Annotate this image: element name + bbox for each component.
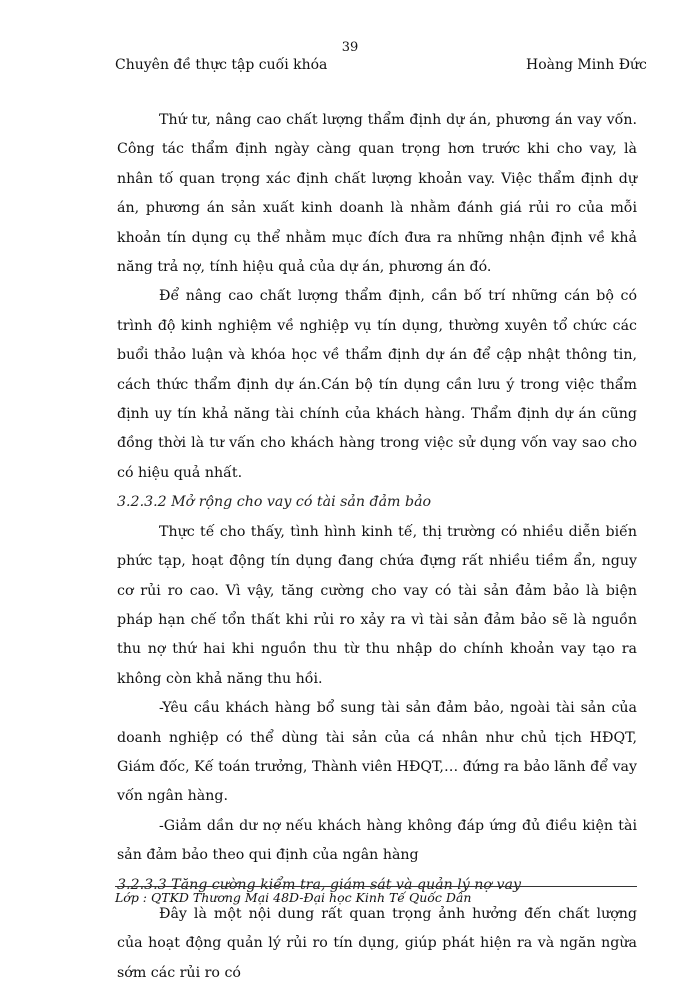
header-author: Hoàng Minh Đức <box>526 57 647 73</box>
paragraph-secured-lending: Thực tế cho thấy, tình hình kinh tế, thị trường có nhiều diễn biến phức tạp, hoạt động tín dụng đang chứa đựng rất nhiều tiềm ẩn, nguy cơ rủi ro cao. Vì vậy, tăng cường cho vay có tài sản đảm bảo là biện pháp hạn chế tổn thất khi rủi ro xảy ra vì tài sản đảm bảo sẽ là nguồn thu nợ thứ hai khi nguồn thu từ thu nhập do chính khoản vay tạo ra không còn khả năng thu hồi. <box>117 523 637 687</box>
paragraph-reduce-debt: -Giảm dần dư nợ nếu khách hàng không đáp ứng đủ điều kiện tài sản đảm bảo theo qui định của ngân hàng <box>117 817 637 864</box>
document-body <box>117 106 637 988</box>
header-document-title: Chuyên đề thực tập cuối khóa <box>115 57 328 73</box>
paragraph-appraisal-quality: Thứ tư, nâng cao chất lượng thẩm định dự án, phương án vay vốn. Công tác thẩm định ngày càng quan trọng hơn trước khi cho vay, là nhân tố quan trọng xác định chất lượng khoản vay. Việc thẩm định dự án, phương án sản xuất kinh doanh là nhằm đánh giá rủi ro của mỗi khoản tín dụng cụ thể nhằm mục đích đưa ra những nhận định về khả năng trả nợ, tính hiệu quả của dự án, phương án đó. <box>117 112 637 276</box>
paragraph-appraisal-staff: Để nâng cao chất lượng thẩm định, cần bố trí những cán bộ có trình độ kinh nghiệm về nghiệp vụ tín dụng, thường xuyên tổ chức các buổi thảo luận và khóa học về thẩm định dự án để cập nhật thông tin, cách thức thẩm định dự án.Cán bộ tín dụng cần lưu ý trong việc thẩm định uy tín khả năng tài chính của khách hàng. Thẩm định dự án cũng đồng thời là tư vấn cho khách hàng trong việc sử dụng vốn vay sao cho có hiệu quả nhất. <box>117 288 637 481</box>
section-heading-loan-monitoring: 3.2.3.3 Tăng cường kiểm tra, giám sát và quản lý nợ vay <box>117 876 521 893</box>
section-heading-secured-lending: 3.2.3.2 Mở rộng cho vay có tài sản đảm bảo <box>117 494 432 511</box>
page-number: 39 <box>341 40 359 55</box>
paragraph-loan-monitoring: Đây là một nội dung rất quan trọng ảnh hưởng đến chất lượng của hoạt động quản lý rủi ro tín dụng, giúp phát hiện ra và ngăn ngừa sớm các rủi ro có <box>117 905 637 981</box>
footer-divider <box>115 886 637 887</box>
paragraph-collateral-request: -Yêu cầu khách hàng bổ sung tài sản đảm bảo, ngoài tài sản của doanh nghiệp có thể dùng tài sản của cá nhân như chủ tịch HĐQT, Giám đốc, Kế toán trưởng, Thành viên HĐQT,… đứng ra bảo lãnh để vay vốn ngân hàng. <box>117 700 637 805</box>
footer-class-info: Lớp : QTKD Thương Mại 48D-Đại học Kinh Tế Quốc Dân <box>115 890 472 905</box>
